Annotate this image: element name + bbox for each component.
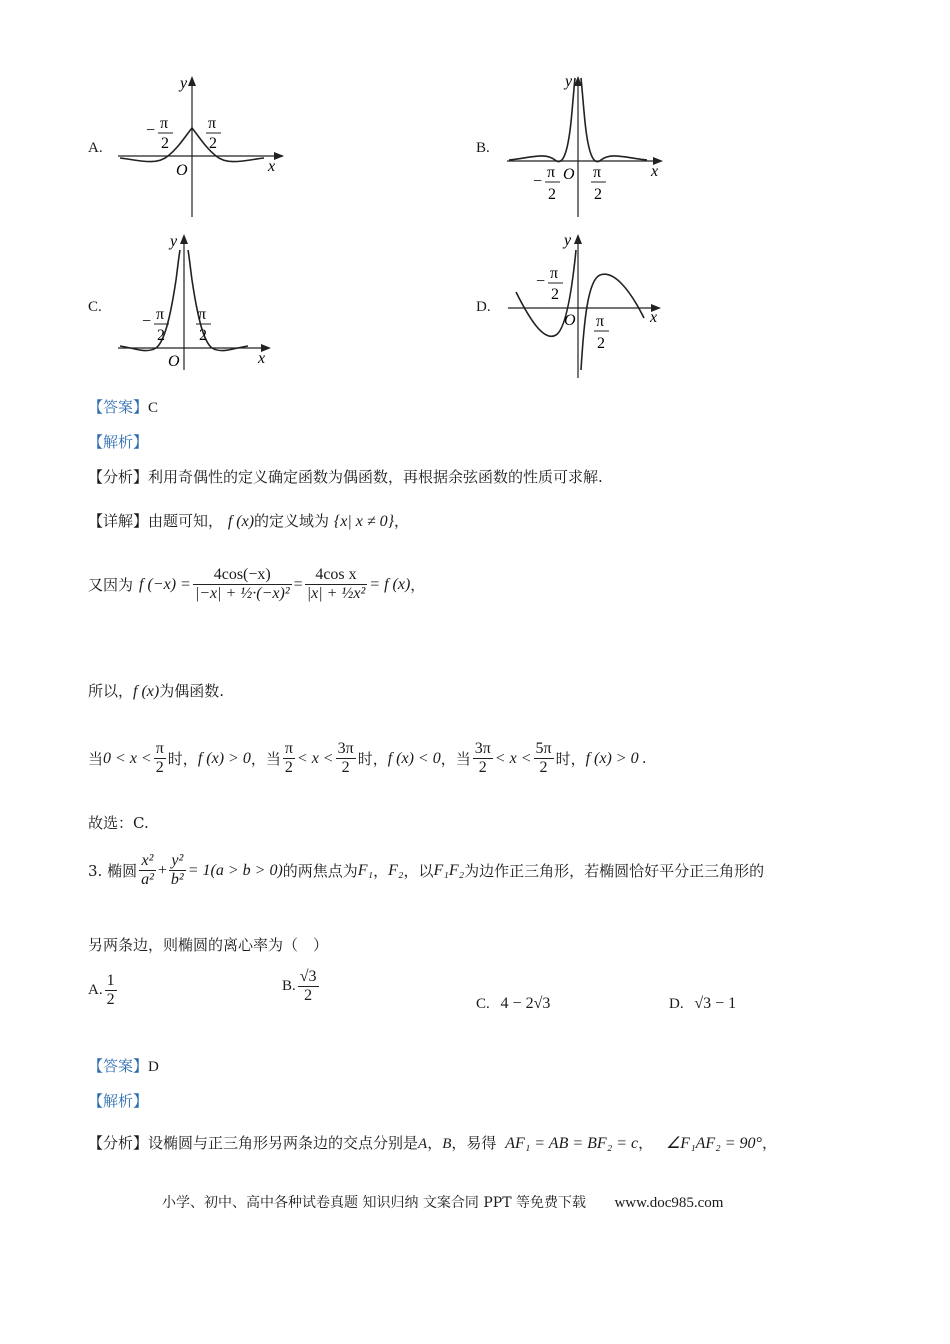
option-value: 4 − 2√3 — [500, 995, 551, 1012]
y-label: y — [564, 232, 572, 249]
fraction-1: $\frac{4\cos(-x)}{\text{|−x| + ½·(−x)²}}$ — [194, 566, 290, 602]
option-a-graph — [118, 72, 293, 220]
text: ， — [761, 1134, 777, 1152]
option-label: D. — [669, 996, 684, 1012]
text: 为偶函数. — [159, 682, 224, 700]
y-arrow-icon — [574, 234, 582, 244]
xiangjie-line3 — [88, 680, 224, 701]
text: 时， — [357, 750, 388, 768]
y-arrow-icon — [188, 76, 196, 86]
option-value: √3 − 1 — [694, 995, 737, 1012]
question-3-line2: 另两条边，则椭圆的离心率为（ ） — [88, 936, 329, 954]
fenxi-tag: 【分析】 — [88, 1134, 149, 1152]
two-den: 2 — [551, 286, 559, 303]
cond: 0 < x < — [103, 749, 152, 767]
analysis-tag: 【解析】 — [88, 433, 149, 451]
answer-block-2 — [88, 1055, 159, 1076]
choose-line: 故选：C. — [88, 814, 149, 832]
text: 为边作正三角形，若椭圆恰好平分正三角形的 — [464, 862, 765, 880]
text: ， — [638, 1134, 654, 1152]
frac: $\frac{3\pi}{2}$ — [337, 740, 354, 776]
two-den: 2 — [594, 186, 602, 203]
answer-value: C — [148, 400, 159, 416]
curve-b-right — [581, 78, 647, 162]
frac-x2a2: $\frac{\text{x²}}{\text{a²}}$ — [141, 852, 154, 888]
text: 由题可知， — [148, 512, 224, 530]
point-a: A — [418, 1136, 428, 1152]
text: ， — [373, 862, 389, 880]
option-label: B. — [282, 978, 296, 994]
option-c-label: C. — [88, 299, 102, 315]
option-b-graph — [505, 72, 675, 222]
text: ， — [394, 512, 410, 530]
x-label: x — [268, 158, 276, 175]
answer-tag: 【答案】 — [88, 398, 149, 416]
xiangjie-line2 — [88, 566, 425, 603]
x-label: x — [651, 163, 659, 180]
two-den: 2 — [209, 135, 217, 152]
q3-option-b[interactable] — [282, 968, 321, 1005]
text: 时， — [555, 750, 586, 768]
curve-c-left — [120, 250, 180, 351]
pi-num: π — [160, 115, 169, 132]
x-arrow-icon — [274, 152, 284, 160]
option-d-label: D. — [476, 299, 491, 315]
fenxi2-line — [88, 1132, 777, 1153]
cond: < x < — [296, 749, 334, 767]
xiangjie-line4 — [88, 740, 647, 777]
fraction-2: $\frac{\text{4cos x}}{\text{|x| + ½x²}}$ — [306, 566, 366, 602]
origin-label: O — [563, 166, 575, 183]
x-label: x — [258, 350, 266, 367]
focus-f2: F₂ — [388, 861, 404, 879]
question-3-line1 — [88, 852, 764, 889]
result: f (x) > 0 . — [585, 749, 647, 767]
two-den: 2 — [157, 327, 165, 344]
text: ，易得 — [451, 1134, 497, 1152]
rhs: = f (x) — [369, 575, 411, 593]
frac: $\frac{5\pi}{2}$ — [535, 740, 552, 776]
pi-num: π — [208, 115, 217, 132]
option-label: C. — [476, 996, 490, 1012]
fx-expr: f (x) — [227, 513, 255, 530]
footer-url[interactable]: www.doc985.com — [614, 1195, 724, 1211]
neg-sign: − — [146, 122, 156, 139]
ellipse-cond: = 1(a > b > 0) — [187, 861, 283, 879]
two-den: 2 — [597, 335, 605, 352]
domain-expr: {x| x ≠ 0} — [333, 513, 394, 530]
text: 时， — [167, 750, 198, 768]
footer — [162, 1192, 723, 1212]
equals: = — [293, 575, 303, 593]
segment-f1f2: F₁F₂ — [433, 861, 465, 879]
frac: $\frac{3\pi}{2}$ — [474, 740, 491, 776]
text: 设椭圆与正三角形另两条边的交点分别是 — [148, 1134, 419, 1152]
origin-label: O — [564, 312, 576, 329]
answer-value: D — [148, 1059, 159, 1075]
curve-d-right — [581, 274, 644, 370]
origin-label: O — [176, 162, 188, 179]
footer-text: 小学、初中、高中各种试卷真题 知识归纳 文案合同 PPT 等免费下载 — [162, 1195, 586, 1211]
frac: $\frac{\pi}{2}$ — [155, 740, 164, 776]
fenxi-text: 利用奇偶性的定义确定函数为偶函数，再根据余弦函数的性质可求解. — [148, 468, 603, 486]
frac-y2b2: $\frac{\text{y²}}{\text{b²}}$ — [170, 852, 184, 888]
xiangjie-tag: 【详解】 — [88, 512, 149, 530]
x-label: x — [650, 309, 658, 326]
neg-sign: − — [533, 173, 543, 190]
y-arrow-icon — [180, 234, 188, 244]
y-label: y — [170, 233, 178, 250]
neg-sign: − — [536, 273, 546, 290]
option-label: A. — [88, 982, 103, 998]
two-den: 2 — [548, 186, 556, 203]
f-negx: f (−x) = — [139, 575, 191, 593]
option-d-graph — [508, 230, 673, 380]
neg-sign: − — [142, 313, 152, 330]
origin-label: O — [168, 353, 180, 370]
xiangjie-line1 — [88, 510, 409, 531]
y-label: y — [180, 75, 188, 92]
frac: $\frac{√3}{2}$ — [299, 968, 317, 1004]
text: 的定义域为 — [254, 512, 330, 530]
frac: $\frac{1}{2}$ — [106, 972, 115, 1008]
text: 当 — [88, 750, 104, 768]
point-b: B — [442, 1136, 452, 1152]
pi-num: π — [550, 265, 559, 282]
equation-1: AF₁ = AB = BF₂ = c — [505, 1135, 639, 1152]
equation-2: ∠F₁AF₂ = 90° — [665, 1135, 762, 1152]
curve-c-right — [188, 250, 248, 351]
pi-num: π — [593, 164, 602, 181]
fenxi-line — [88, 466, 603, 487]
q3-option-c[interactable] — [476, 994, 550, 1013]
two-den: 2 — [161, 135, 169, 152]
option-c-graph — [118, 230, 283, 375]
option-b-label: B. — [476, 140, 490, 156]
text: ，当 — [250, 750, 281, 768]
text: 所以， — [88, 682, 134, 700]
question-number: 3. 椭圆 — [88, 862, 138, 880]
q3-option-a[interactable] — [88, 972, 119, 1009]
result: f (x) > 0 — [197, 749, 251, 767]
answer-tag: 【答案】 — [88, 1057, 149, 1075]
result: f (x) < 0 — [387, 749, 441, 767]
text: ，以 — [403, 862, 434, 880]
text: 的两焦点为 — [282, 862, 358, 880]
y-label: y — [565, 73, 573, 90]
focus-f1: F₁ — [357, 861, 374, 879]
frac: $\frac{\pi}{2}$ — [284, 740, 293, 776]
analysis-tag-2: 【解析】 — [88, 1092, 149, 1110]
text: 又因为 — [88, 576, 134, 594]
fx-expr: f (x) — [133, 683, 160, 700]
two-den: 2 — [199, 327, 207, 344]
cond: < x < — [494, 749, 532, 767]
pi-num: π — [198, 306, 207, 323]
pi-num: π — [547, 164, 556, 181]
pi-num: π — [156, 306, 165, 323]
curve-b-left — [509, 78, 575, 162]
text: ，当 — [440, 750, 471, 768]
plus: + — [157, 861, 167, 879]
text: ， — [410, 576, 426, 594]
answer-block — [88, 396, 158, 417]
q3-option-d[interactable] — [669, 994, 736, 1013]
text: ， — [427, 1134, 443, 1152]
fenxi-tag: 【分析】 — [88, 468, 149, 486]
option-a-label: A. — [88, 140, 103, 156]
pi-num: π — [596, 313, 605, 330]
